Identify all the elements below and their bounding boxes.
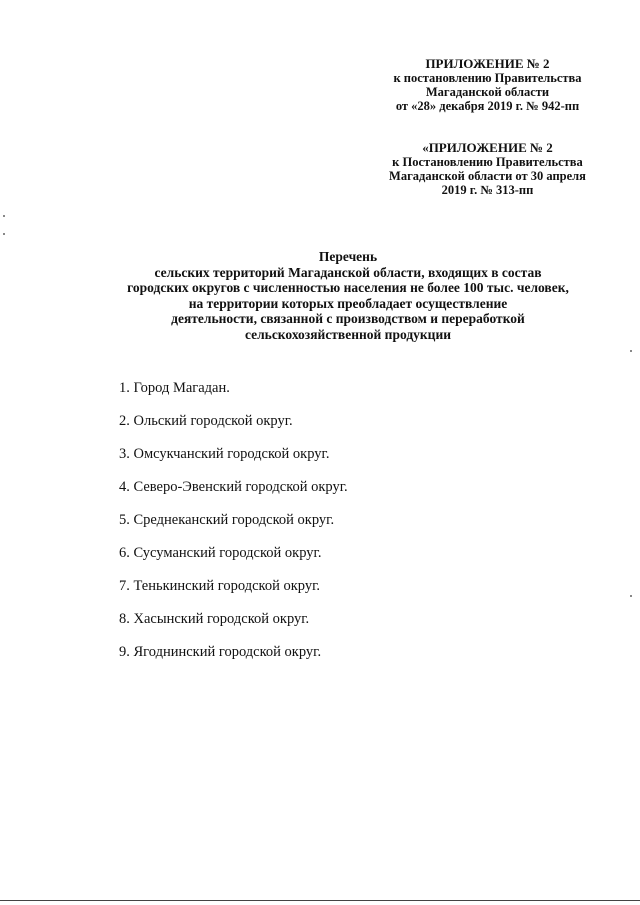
title-line: городских округов с численностью населения не более 100 тыс. человек, (127, 280, 569, 296)
list-item: 4. Северо-Эвенский городской округ. (119, 479, 348, 495)
title-line: Перечень (318, 249, 378, 264)
title-line: на территории которых преобладает осуществление (188, 295, 508, 311)
scan-mark (3, 215, 5, 217)
list-item: 7. Тенькинский городской округ. (119, 578, 321, 594)
appendix-line: к Постановлению Правительства (392, 155, 583, 169)
scan-mark (3, 233, 5, 235)
title-line: сельских территорий Магаданской области, входящих в состав (154, 264, 542, 280)
list-item: 5. Среднеканский городской округ. (119, 512, 335, 528)
list-item: 3. Омсукчанский городской округ. (119, 446, 330, 462)
list-item: 8. Хасынский городской округ. (119, 611, 310, 627)
list-item: 6. Сусуманский городской округ. (119, 545, 322, 561)
appendix-line: 2019 г. № 313-пп (441, 183, 534, 197)
document-title (88, 249, 608, 343)
appendix-heading: «ПРИЛОЖЕНИЕ № 2 (422, 140, 553, 155)
title-line: сельскохозяйственной продукции (244, 326, 452, 342)
title-line: деятельности, связанной с производством и переработкой (171, 311, 525, 327)
scan-bottom-border (0, 900, 640, 901)
appendix-reference-original (370, 141, 605, 197)
appendix-reference-current (370, 57, 605, 113)
appendix-line: Магаданской области (425, 85, 550, 99)
list-item: 1. Город Магадан. (119, 380, 230, 396)
appendix-line: от «28» декабря 2019 г. № 942-пп (395, 99, 580, 113)
appendix-line: к постановлению Правительства (393, 71, 582, 85)
scan-mark (630, 350, 632, 352)
list-item: 2. Ольский городской округ. (119, 413, 293, 429)
scan-mark (630, 595, 632, 597)
list-item: 9. Ягоднинский городской округ. (119, 644, 322, 660)
appendix-heading: ПРИЛОЖЕНИЕ № 2 (425, 56, 550, 71)
appendix-line: Магаданской области от 30 апреля (389, 169, 586, 183)
